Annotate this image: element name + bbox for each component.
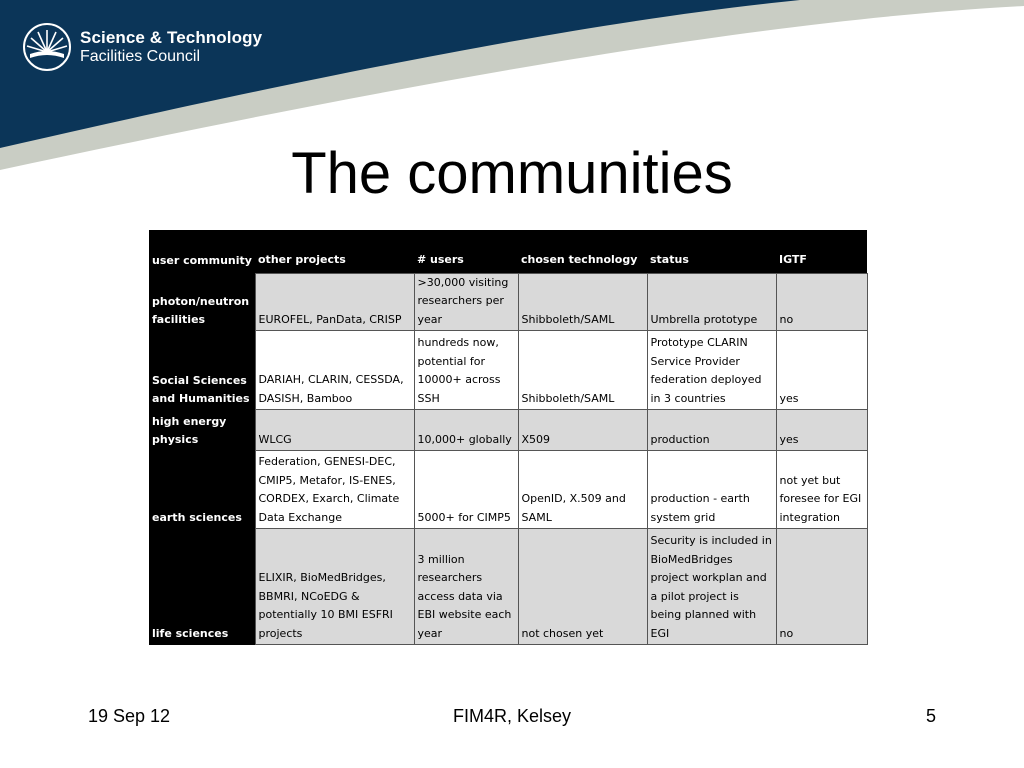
row-users: 10,000+ globally <box>414 410 518 451</box>
column-header: chosen technology <box>518 230 647 273</box>
row-projects: ELIXIR, BioMedBridges, BBMRI, NCoEDG & potentially 10 BMI ESFRI projects <box>255 529 414 645</box>
row-community: photon/neutron facilities <box>149 273 255 331</box>
row-igtf: yes <box>776 331 867 410</box>
column-header: IGTF <box>776 230 867 273</box>
table-header-row <box>149 230 867 273</box>
row-status: production <box>647 410 776 451</box>
row-community: Social Sciences and Humanities <box>149 331 255 410</box>
row-status: Umbrella prototype <box>647 273 776 331</box>
table-row <box>149 529 867 645</box>
row-status: Prototype CLARIN Service Provider federation deployed in 3 countries <box>647 331 776 410</box>
row-users: 5000+ for CIMP5 <box>414 451 518 529</box>
row-status: Security is included in BioMedBridges project workplan and a pilot project is being planned with EGI <box>647 529 776 645</box>
stfc-logo <box>22 22 262 72</box>
org-name-line2: Facilities Council <box>80 47 201 65</box>
table-row <box>149 331 867 410</box>
sunburst-logo-icon <box>22 22 72 72</box>
column-header: # users <box>414 230 518 273</box>
row-users: 3 million researchers access data via EBI website each year <box>414 529 518 645</box>
row-igtf: not yet but foresee for EGI integration <box>776 451 867 529</box>
row-igtf: yes <box>776 410 867 451</box>
row-technology: not chosen yet <box>518 529 647 645</box>
column-header: user community <box>149 230 255 273</box>
row-technology: Shibboleth/SAML <box>518 273 647 331</box>
column-header: status <box>647 230 776 273</box>
row-status: production - earth system grid <box>647 451 776 529</box>
row-community: earth sciences <box>149 451 255 529</box>
row-projects: Federation, GENESI-DEC, CMIP5, Metafor, IS-ENES, CORDEX, Exarch, Climate Data Exchange <box>255 451 414 529</box>
row-technology: Shibboleth/SAML <box>518 331 647 410</box>
row-technology: X509 <box>518 410 647 451</box>
org-name-line1: Science & Technology <box>80 27 263 47</box>
row-community: high energy physics <box>149 410 255 451</box>
row-projects: WLCG <box>255 410 414 451</box>
communities-table <box>149 230 868 645</box>
row-projects: EUROFEL, PanData, CRISP <box>255 273 414 331</box>
slide-title: The communities <box>291 141 733 206</box>
table-row <box>149 451 867 529</box>
row-projects: DARIAH, CLARIN, CESSDA, DASISH, Bamboo <box>255 331 414 410</box>
row-users: hundreds now, potential for 10000+ across SSH <box>414 331 518 410</box>
column-header: other projects <box>255 230 414 273</box>
table-row <box>149 273 867 331</box>
row-igtf: no <box>776 273 867 331</box>
page-number: 5 <box>925 706 936 726</box>
row-community: life sciences <box>149 529 255 645</box>
row-technology: OpenID, X.509 and SAML <box>518 451 647 529</box>
footer-date: 19 Sep 12 <box>88 706 171 726</box>
row-users: >30,000 visiting researchers per year <box>414 273 518 331</box>
communities-table-container <box>149 230 867 645</box>
table-row <box>149 410 867 451</box>
row-igtf: no <box>776 529 867 645</box>
footer-presenter: FIM4R, Kelsey <box>452 706 572 726</box>
